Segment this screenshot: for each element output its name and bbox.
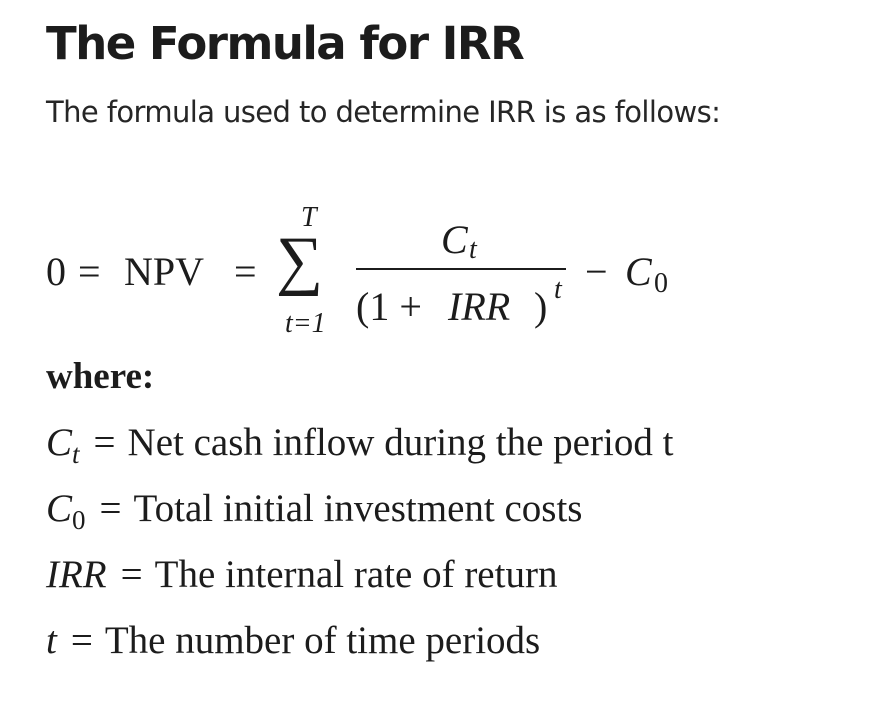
c0-sub: 0	[654, 268, 668, 299]
def-text: The number of time periods	[104, 619, 541, 662]
eq-equals-1: =	[78, 249, 101, 294]
def-text: The internal rate of return	[154, 553, 558, 596]
def-sub: 0	[72, 505, 86, 535]
fraction-bar	[356, 268, 566, 270]
denominator-irr: IRR	[448, 284, 511, 329]
numerator-sub-t: t	[469, 234, 477, 265]
denominator-exp-t: t	[554, 274, 562, 305]
def-var: IRR	[46, 553, 107, 596]
eq-npv: NPV	[124, 249, 205, 294]
def-text: Total initial investment costs	[133, 487, 583, 530]
c0-var: C	[625, 249, 652, 294]
eq-equals-2: =	[234, 249, 257, 294]
page-title: The Formula for IRR	[46, 17, 524, 70]
definitions-list	[46, 418, 866, 682]
definition-row	[46, 484, 866, 550]
eq-zero: 0	[46, 249, 66, 294]
def-equals: =	[70, 619, 93, 662]
sum-symbol: ∑	[276, 224, 324, 297]
def-text: Net cash inflow during the period t	[127, 421, 674, 464]
eq-minus: −	[585, 249, 608, 294]
def-equals: =	[120, 553, 143, 596]
sum-upper-limit: T	[301, 202, 317, 233]
intro-text: The formula used to determine IRR is as follows:	[46, 95, 721, 129]
def-var: t	[46, 619, 57, 662]
definition-row	[46, 418, 866, 484]
def-sub: t	[72, 439, 80, 469]
def-var: C	[46, 421, 73, 464]
def-equals: =	[93, 421, 116, 464]
def-var: C	[46, 487, 73, 530]
numerator-c: C	[441, 217, 468, 262]
definition-row	[46, 550, 866, 616]
denominator-close: )	[534, 284, 548, 329]
denominator-open: (1 +	[356, 284, 422, 329]
sum-lower-limit: t=1	[285, 308, 326, 339]
where-label: where:	[46, 356, 155, 397]
def-equals: =	[99, 487, 122, 530]
definition-row	[46, 616, 866, 682]
